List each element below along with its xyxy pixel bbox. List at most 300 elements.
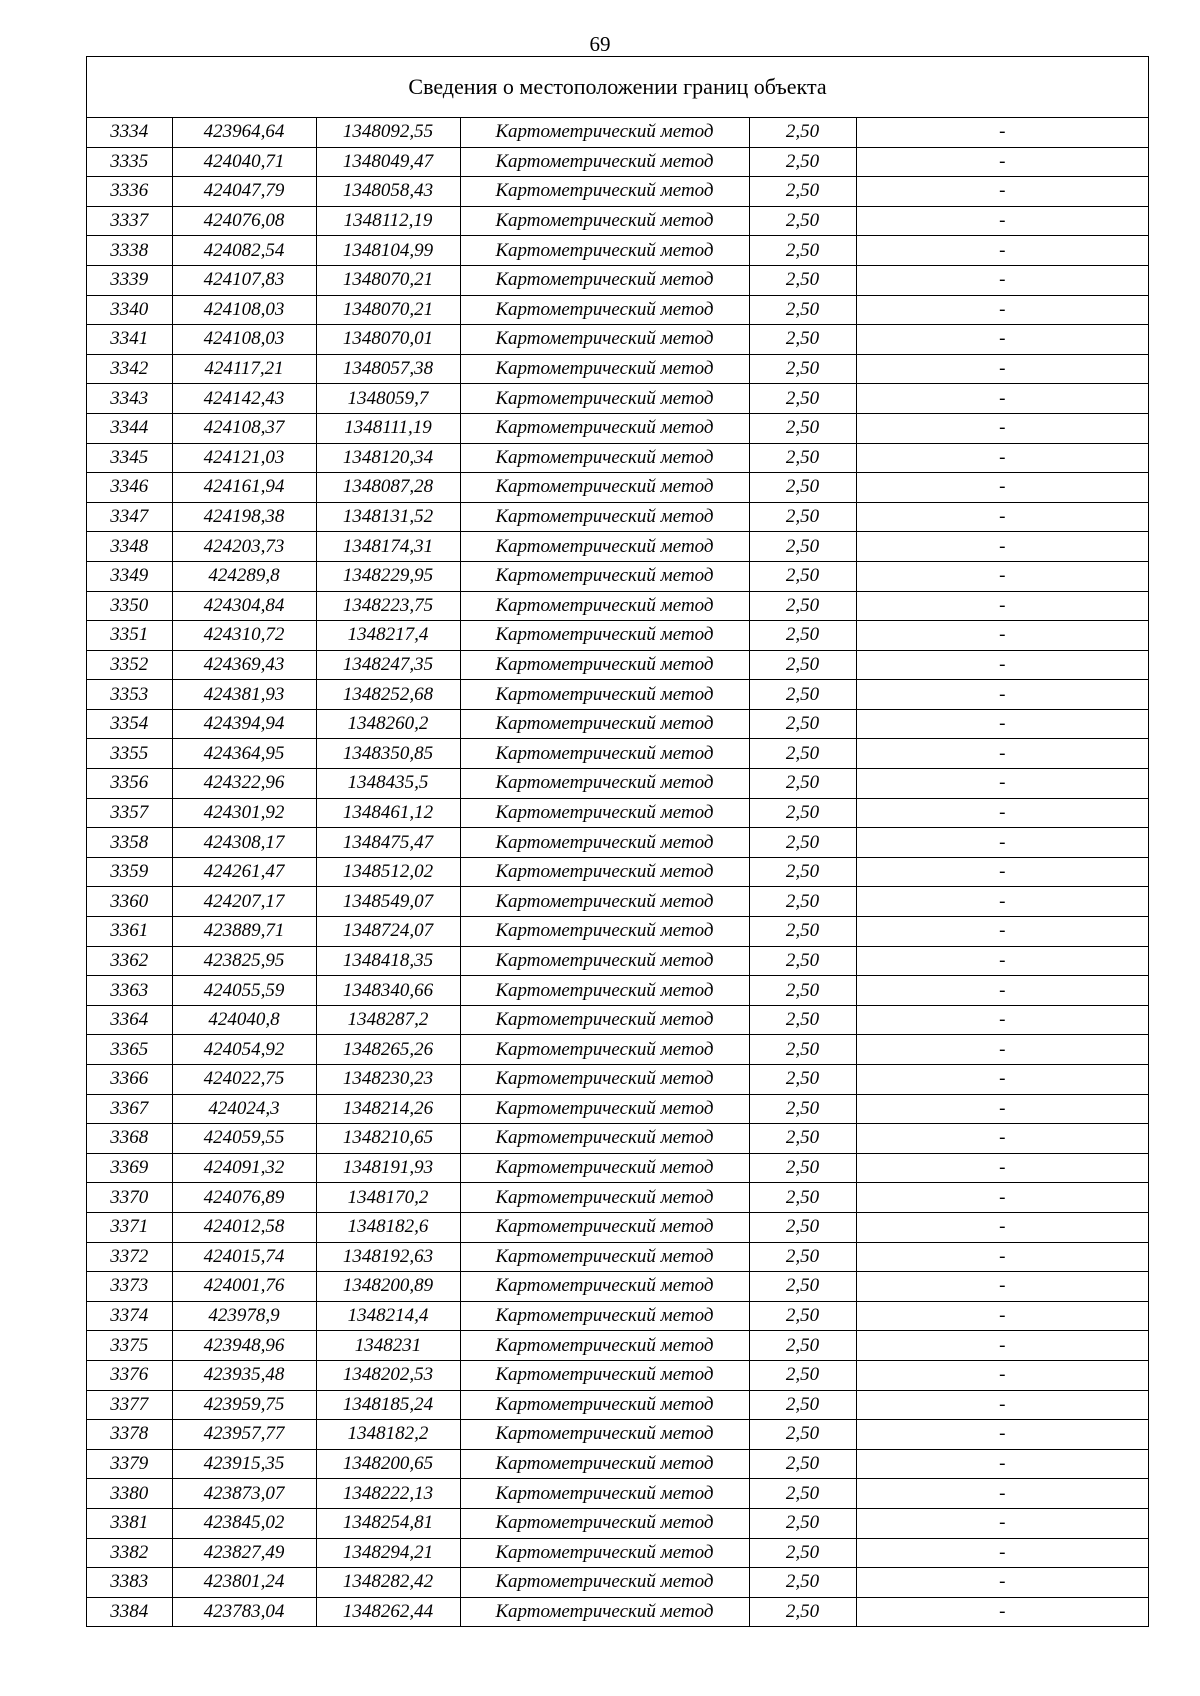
x-coordinate-cell: 424394,94 xyxy=(172,709,316,739)
accuracy-cell: 2,50 xyxy=(749,502,856,532)
page-number: 69 xyxy=(589,32,611,56)
y-coordinate-cell: 1348724,07 xyxy=(316,917,460,947)
y-coordinate-cell: 1348512,02 xyxy=(316,857,460,887)
point-number-cell: 3355 xyxy=(87,739,172,769)
x-coordinate-cell: 423964,64 xyxy=(172,118,316,147)
method-cell: Картометрический метод xyxy=(460,1508,749,1538)
x-coordinate-cell: 424322,96 xyxy=(172,769,316,799)
y-coordinate-cell: 1348265,26 xyxy=(316,1035,460,1065)
table-row xyxy=(87,177,1148,207)
x-coordinate-cell: 423801,24 xyxy=(172,1568,316,1598)
y-coordinate-cell: 1348202,53 xyxy=(316,1360,460,1390)
note-cell: - xyxy=(856,1390,1148,1420)
note-cell: - xyxy=(856,236,1148,266)
note-cell: - xyxy=(856,887,1148,917)
method-cell: Картометрический метод xyxy=(460,1065,749,1095)
y-coordinate-cell: 1348260,2 xyxy=(316,709,460,739)
point-number-cell: 3360 xyxy=(87,887,172,917)
note-cell: - xyxy=(856,1420,1148,1450)
point-number-cell: 3377 xyxy=(87,1390,172,1420)
y-coordinate-cell: 1348229,95 xyxy=(316,561,460,591)
point-number-cell: 3351 xyxy=(87,621,172,651)
x-coordinate-cell: 424022,75 xyxy=(172,1065,316,1095)
y-coordinate-cell: 1348222,13 xyxy=(316,1479,460,1509)
accuracy-cell: 2,50 xyxy=(749,739,856,769)
method-cell: Картометрический метод xyxy=(460,946,749,976)
table-row xyxy=(87,739,1148,769)
x-coordinate-cell: 424301,92 xyxy=(172,798,316,828)
accuracy-cell: 2,50 xyxy=(749,384,856,414)
point-number-cell: 3361 xyxy=(87,917,172,947)
note-cell: - xyxy=(856,1094,1148,1124)
x-coordinate-cell: 423783,04 xyxy=(172,1597,316,1626)
method-cell: Картометрический метод xyxy=(460,1449,749,1479)
method-cell: Картометрический метод xyxy=(460,118,749,147)
point-number-cell: 3384 xyxy=(87,1597,172,1626)
x-coordinate-cell: 424082,54 xyxy=(172,236,316,266)
table-row xyxy=(87,1597,1148,1626)
method-cell: Картометрический метод xyxy=(460,1538,749,1568)
y-coordinate-cell: 1348057,38 xyxy=(316,354,460,384)
x-coordinate-cell: 423827,49 xyxy=(172,1538,316,1568)
point-number-cell: 3348 xyxy=(87,532,172,562)
table-row xyxy=(87,206,1148,236)
table-row xyxy=(87,443,1148,473)
note-cell: - xyxy=(856,709,1148,739)
x-coordinate-cell: 424198,38 xyxy=(172,502,316,532)
table-row xyxy=(87,1035,1148,1065)
point-number-cell: 3336 xyxy=(87,177,172,207)
point-number-cell: 3340 xyxy=(87,295,172,325)
table-row xyxy=(87,857,1148,887)
point-number-cell: 3357 xyxy=(87,798,172,828)
note-cell: - xyxy=(856,1597,1148,1626)
table-row xyxy=(87,236,1148,266)
table-row xyxy=(87,1479,1148,1509)
y-coordinate-cell: 1348475,47 xyxy=(316,828,460,858)
y-coordinate-cell: 1348070,21 xyxy=(316,265,460,295)
table-row xyxy=(87,1360,1148,1390)
method-cell: Картометрический метод xyxy=(460,739,749,769)
note-cell: - xyxy=(856,1153,1148,1183)
table-row xyxy=(87,1124,1148,1154)
note-cell: - xyxy=(856,946,1148,976)
x-coordinate-cell: 424024,3 xyxy=(172,1094,316,1124)
y-coordinate-cell: 1348185,24 xyxy=(316,1390,460,1420)
table-caption: Сведения о местоположении границ объекта xyxy=(87,57,1148,118)
accuracy-cell: 2,50 xyxy=(749,1420,856,1450)
x-coordinate-cell: 423959,75 xyxy=(172,1390,316,1420)
accuracy-cell: 2,50 xyxy=(749,147,856,177)
accuracy-cell: 2,50 xyxy=(749,1183,856,1213)
y-coordinate-cell: 1348230,23 xyxy=(316,1065,460,1095)
y-coordinate-cell: 1348418,35 xyxy=(316,946,460,976)
accuracy-cell: 2,50 xyxy=(749,917,856,947)
point-number-cell: 3335 xyxy=(87,147,172,177)
note-cell: - xyxy=(856,532,1148,562)
accuracy-cell: 2,50 xyxy=(749,1508,856,1538)
y-coordinate-cell: 1348092,55 xyxy=(316,118,460,147)
note-cell: - xyxy=(856,798,1148,828)
point-number-cell: 3347 xyxy=(87,502,172,532)
note-cell: - xyxy=(856,1005,1148,1035)
note-cell: - xyxy=(856,680,1148,710)
method-cell: Картометрический метод xyxy=(460,621,749,651)
accuracy-cell: 2,50 xyxy=(749,295,856,325)
table-row xyxy=(87,1005,1148,1035)
method-cell: Картометрический метод xyxy=(460,384,749,414)
note-cell: - xyxy=(856,118,1148,147)
accuracy-cell: 2,50 xyxy=(749,1272,856,1302)
x-coordinate-cell: 424310,72 xyxy=(172,621,316,651)
note-cell: - xyxy=(856,650,1148,680)
note-cell: - xyxy=(856,1538,1148,1568)
accuracy-cell: 2,50 xyxy=(749,1568,856,1598)
accuracy-cell: 2,50 xyxy=(749,887,856,917)
x-coordinate-cell: 424076,89 xyxy=(172,1183,316,1213)
point-number-cell: 3366 xyxy=(87,1065,172,1095)
note-cell: - xyxy=(856,561,1148,591)
x-coordinate-cell: 424015,74 xyxy=(172,1242,316,1272)
x-coordinate-cell: 424142,43 xyxy=(172,384,316,414)
note-cell: - xyxy=(856,473,1148,503)
y-coordinate-cell: 1348192,63 xyxy=(316,1242,460,1272)
point-number-cell: 3353 xyxy=(87,680,172,710)
y-coordinate-cell: 1348247,35 xyxy=(316,650,460,680)
table-row xyxy=(87,1153,1148,1183)
point-number-cell: 3383 xyxy=(87,1568,172,1598)
method-cell: Картометрический метод xyxy=(460,354,749,384)
accuracy-cell: 2,50 xyxy=(749,1242,856,1272)
x-coordinate-cell: 424055,59 xyxy=(172,976,316,1006)
table-row xyxy=(87,413,1148,443)
table-row xyxy=(87,147,1148,177)
method-cell: Картометрический метод xyxy=(460,828,749,858)
note-cell: - xyxy=(856,177,1148,207)
method-cell: Картометрический метод xyxy=(460,561,749,591)
table-row xyxy=(87,1331,1148,1361)
table-row xyxy=(87,946,1148,976)
x-coordinate-cell: 424091,32 xyxy=(172,1153,316,1183)
table-body xyxy=(87,118,1148,1626)
note-cell: - xyxy=(856,413,1148,443)
table-row xyxy=(87,1508,1148,1538)
note-cell: - xyxy=(856,1065,1148,1095)
accuracy-cell: 2,50 xyxy=(749,1035,856,1065)
point-number-cell: 3379 xyxy=(87,1449,172,1479)
table-row xyxy=(87,118,1148,147)
point-number-cell: 3363 xyxy=(87,976,172,1006)
table-row xyxy=(87,1568,1148,1598)
point-number-cell: 3370 xyxy=(87,1183,172,1213)
note-cell: - xyxy=(856,828,1148,858)
table-row xyxy=(87,650,1148,680)
accuracy-cell: 2,50 xyxy=(749,1538,856,1568)
accuracy-cell: 2,50 xyxy=(749,1005,856,1035)
accuracy-cell: 2,50 xyxy=(749,1301,856,1331)
method-cell: Картометрический метод xyxy=(460,680,749,710)
x-coordinate-cell: 424047,79 xyxy=(172,177,316,207)
point-number-cell: 3362 xyxy=(87,946,172,976)
note-cell: - xyxy=(856,1331,1148,1361)
note-cell: - xyxy=(856,1449,1148,1479)
accuracy-cell: 2,50 xyxy=(749,769,856,799)
x-coordinate-cell: 424117,21 xyxy=(172,354,316,384)
point-number-cell: 3350 xyxy=(87,591,172,621)
y-coordinate-cell: 1348059,7 xyxy=(316,384,460,414)
note-cell: - xyxy=(856,739,1148,769)
x-coordinate-cell: 424001,76 xyxy=(172,1272,316,1302)
note-cell: - xyxy=(856,443,1148,473)
table-row xyxy=(87,1065,1148,1095)
point-number-cell: 3359 xyxy=(87,857,172,887)
table-row xyxy=(87,1094,1148,1124)
table-row xyxy=(87,265,1148,295)
point-number-cell: 3337 xyxy=(87,206,172,236)
x-coordinate-cell: 423978,9 xyxy=(172,1301,316,1331)
method-cell: Картометрический метод xyxy=(460,1360,749,1390)
accuracy-cell: 2,50 xyxy=(749,443,856,473)
accuracy-cell: 2,50 xyxy=(749,1390,856,1420)
accuracy-cell: 2,50 xyxy=(749,828,856,858)
point-number-cell: 3346 xyxy=(87,473,172,503)
point-number-cell: 3371 xyxy=(87,1212,172,1242)
accuracy-cell: 2,50 xyxy=(749,1124,856,1154)
y-coordinate-cell: 1348182,2 xyxy=(316,1420,460,1450)
y-coordinate-cell: 1348217,4 xyxy=(316,621,460,651)
point-number-cell: 3339 xyxy=(87,265,172,295)
note-cell: - xyxy=(856,384,1148,414)
method-cell: Картометрический метод xyxy=(460,1153,749,1183)
accuracy-cell: 2,50 xyxy=(749,976,856,1006)
accuracy-cell: 2,50 xyxy=(749,1360,856,1390)
y-coordinate-cell: 1348231 xyxy=(316,1331,460,1361)
y-coordinate-cell: 1348549,07 xyxy=(316,887,460,917)
accuracy-cell: 2,50 xyxy=(749,1597,856,1626)
method-cell: Картометрический метод xyxy=(460,177,749,207)
table-row xyxy=(87,502,1148,532)
y-coordinate-cell: 1348294,21 xyxy=(316,1538,460,1568)
accuracy-cell: 2,50 xyxy=(749,118,856,147)
method-cell: Картометрический метод xyxy=(460,236,749,266)
note-cell: - xyxy=(856,1568,1148,1598)
table-row xyxy=(87,1272,1148,1302)
method-cell: Картометрический метод xyxy=(460,650,749,680)
accuracy-cell: 2,50 xyxy=(749,532,856,562)
point-number-cell: 3382 xyxy=(87,1538,172,1568)
point-number-cell: 3342 xyxy=(87,354,172,384)
x-coordinate-cell: 423948,96 xyxy=(172,1331,316,1361)
note-cell: - xyxy=(856,1242,1148,1272)
y-coordinate-cell: 1348049,47 xyxy=(316,147,460,177)
x-coordinate-cell: 424054,92 xyxy=(172,1035,316,1065)
note-cell: - xyxy=(856,976,1148,1006)
y-coordinate-cell: 1348223,75 xyxy=(316,591,460,621)
point-number-cell: 3381 xyxy=(87,1508,172,1538)
accuracy-cell: 2,50 xyxy=(749,1331,856,1361)
method-cell: Картометрический метод xyxy=(460,532,749,562)
x-coordinate-cell: 424161,94 xyxy=(172,473,316,503)
point-number-cell: 3364 xyxy=(87,1005,172,1035)
point-number-cell: 3373 xyxy=(87,1272,172,1302)
point-number-cell: 3372 xyxy=(87,1242,172,1272)
accuracy-cell: 2,50 xyxy=(749,857,856,887)
accuracy-cell: 2,50 xyxy=(749,1449,856,1479)
x-coordinate-cell: 423889,71 xyxy=(172,917,316,947)
table-row xyxy=(87,828,1148,858)
y-coordinate-cell: 1348087,28 xyxy=(316,473,460,503)
method-cell: Картометрический метод xyxy=(460,206,749,236)
x-coordinate-cell: 424369,43 xyxy=(172,650,316,680)
x-coordinate-cell: 424040,71 xyxy=(172,147,316,177)
point-number-cell: 3349 xyxy=(87,561,172,591)
y-coordinate-cell: 1348174,31 xyxy=(316,532,460,562)
accuracy-cell: 2,50 xyxy=(749,265,856,295)
point-number-cell: 3356 xyxy=(87,769,172,799)
y-coordinate-cell: 1348070,01 xyxy=(316,325,460,355)
table-row xyxy=(87,621,1148,651)
x-coordinate-cell: 424364,95 xyxy=(172,739,316,769)
y-coordinate-cell: 1348131,52 xyxy=(316,502,460,532)
accuracy-cell: 2,50 xyxy=(749,236,856,266)
method-cell: Картометрический метод xyxy=(460,502,749,532)
table-row xyxy=(87,709,1148,739)
point-number-cell: 3365 xyxy=(87,1035,172,1065)
table-row xyxy=(87,1183,1148,1213)
method-cell: Картометрический метод xyxy=(460,917,749,947)
accuracy-cell: 2,50 xyxy=(749,561,856,591)
x-coordinate-cell: 424304,84 xyxy=(172,591,316,621)
accuracy-cell: 2,50 xyxy=(749,413,856,443)
accuracy-cell: 2,50 xyxy=(749,709,856,739)
y-coordinate-cell: 1348058,43 xyxy=(316,177,460,207)
y-coordinate-cell: 1348350,85 xyxy=(316,739,460,769)
x-coordinate-cell: 424108,03 xyxy=(172,295,316,325)
x-coordinate-cell: 424012,58 xyxy=(172,1212,316,1242)
method-cell: Картометрический метод xyxy=(460,1420,749,1450)
note-cell: - xyxy=(856,295,1148,325)
note-cell: - xyxy=(856,1124,1148,1154)
note-cell: - xyxy=(856,1035,1148,1065)
method-cell: Картометрический метод xyxy=(460,1597,749,1626)
point-number-cell: 3380 xyxy=(87,1479,172,1509)
method-cell: Картометрический метод xyxy=(460,1035,749,1065)
y-coordinate-cell: 1348262,44 xyxy=(316,1597,460,1626)
table-row xyxy=(87,325,1148,355)
note-cell: - xyxy=(856,857,1148,887)
point-number-cell: 3341 xyxy=(87,325,172,355)
note-cell: - xyxy=(856,147,1148,177)
point-number-cell: 3345 xyxy=(87,443,172,473)
y-coordinate-cell: 1348070,21 xyxy=(316,295,460,325)
table-row xyxy=(87,1420,1148,1450)
y-coordinate-cell: 1348210,65 xyxy=(316,1124,460,1154)
table-row xyxy=(87,473,1148,503)
y-coordinate-cell: 1348254,81 xyxy=(316,1508,460,1538)
x-coordinate-cell: 423825,95 xyxy=(172,946,316,976)
note-cell: - xyxy=(856,1212,1148,1242)
accuracy-cell: 2,50 xyxy=(749,946,856,976)
y-coordinate-cell: 1348435,5 xyxy=(316,769,460,799)
table-row xyxy=(87,680,1148,710)
table-row xyxy=(87,295,1148,325)
method-cell: Картометрический метод xyxy=(460,1242,749,1272)
note-cell: - xyxy=(856,1508,1148,1538)
table-row xyxy=(87,1242,1148,1272)
method-cell: Картометрический метод xyxy=(460,1301,749,1331)
y-coordinate-cell: 1348282,42 xyxy=(316,1568,460,1598)
x-coordinate-cell: 423957,77 xyxy=(172,1420,316,1450)
table-row xyxy=(87,1301,1148,1331)
x-coordinate-cell: 424289,8 xyxy=(172,561,316,591)
note-cell: - xyxy=(856,1360,1148,1390)
x-coordinate-cell: 423873,07 xyxy=(172,1479,316,1509)
y-coordinate-cell: 1348191,93 xyxy=(316,1153,460,1183)
x-coordinate-cell: 424121,03 xyxy=(172,443,316,473)
point-number-cell: 3354 xyxy=(87,709,172,739)
method-cell: Картометрический метод xyxy=(460,1568,749,1598)
method-cell: Картометрический метод xyxy=(460,887,749,917)
point-number-cell: 3338 xyxy=(87,236,172,266)
point-number-cell: 3352 xyxy=(87,650,172,680)
point-number-cell: 3343 xyxy=(87,384,172,414)
note-cell: - xyxy=(856,325,1148,355)
accuracy-cell: 2,50 xyxy=(749,1212,856,1242)
table-row xyxy=(87,384,1148,414)
accuracy-cell: 2,50 xyxy=(749,798,856,828)
accuracy-cell: 2,50 xyxy=(749,1153,856,1183)
table-row xyxy=(87,1390,1148,1420)
table-row xyxy=(87,769,1148,799)
method-cell: Картометрический метод xyxy=(460,976,749,1006)
note-cell: - xyxy=(856,502,1148,532)
y-coordinate-cell: 1348252,68 xyxy=(316,680,460,710)
method-cell: Картометрический метод xyxy=(460,295,749,325)
x-coordinate-cell: 424108,03 xyxy=(172,325,316,355)
x-coordinate-cell: 423845,02 xyxy=(172,1508,316,1538)
method-cell: Картометрический метод xyxy=(460,1272,749,1302)
method-cell: Картометрический метод xyxy=(460,325,749,355)
table-row xyxy=(87,1538,1148,1568)
table-row xyxy=(87,1449,1148,1479)
method-cell: Картометрический метод xyxy=(460,1331,749,1361)
y-coordinate-cell: 1348112,19 xyxy=(316,206,460,236)
point-number-cell: 3334 xyxy=(87,118,172,147)
x-coordinate-cell: 424207,17 xyxy=(172,887,316,917)
method-cell: Картометрический метод xyxy=(460,1094,749,1124)
point-number-cell: 3367 xyxy=(87,1094,172,1124)
x-coordinate-cell: 424203,73 xyxy=(172,532,316,562)
accuracy-cell: 2,50 xyxy=(749,680,856,710)
x-coordinate-cell: 424381,93 xyxy=(172,680,316,710)
table-row xyxy=(87,591,1148,621)
y-coordinate-cell: 1348120,34 xyxy=(316,443,460,473)
point-number-cell: 3375 xyxy=(87,1331,172,1361)
y-coordinate-cell: 1348214,26 xyxy=(316,1094,460,1124)
table-row xyxy=(87,532,1148,562)
boundary-points-table xyxy=(87,118,1148,1626)
accuracy-cell: 2,50 xyxy=(749,473,856,503)
table-row xyxy=(87,1212,1148,1242)
method-cell: Картометрический метод xyxy=(460,265,749,295)
accuracy-cell: 2,50 xyxy=(749,591,856,621)
method-cell: Картометрический метод xyxy=(460,857,749,887)
accuracy-cell: 2,50 xyxy=(749,650,856,680)
note-cell: - xyxy=(856,769,1148,799)
accuracy-cell: 2,50 xyxy=(749,1094,856,1124)
note-cell: - xyxy=(856,591,1148,621)
method-cell: Картометрический метод xyxy=(460,1124,749,1154)
